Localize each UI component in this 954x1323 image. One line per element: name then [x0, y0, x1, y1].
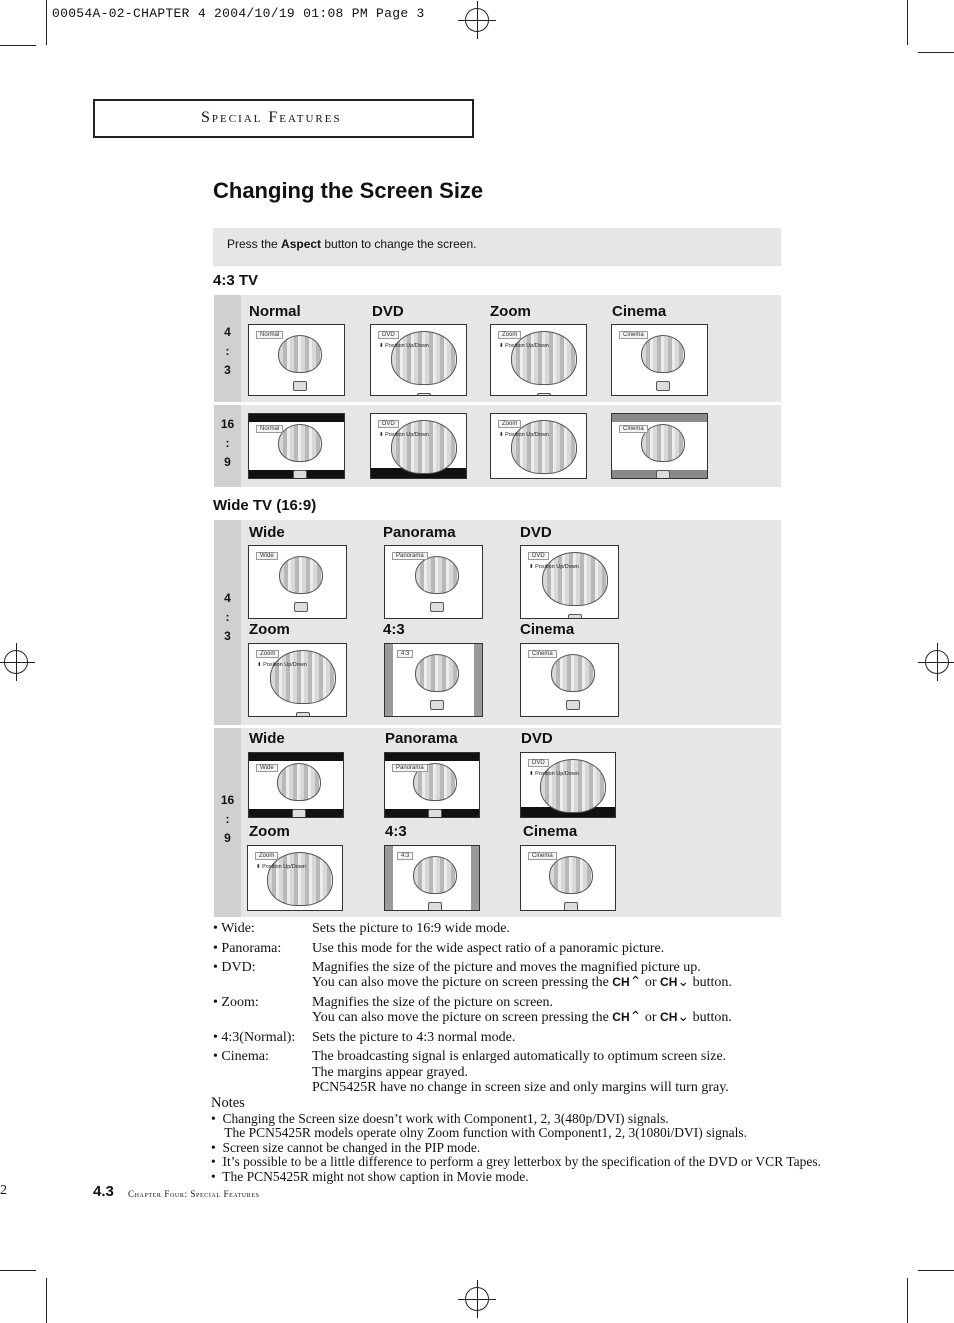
letterbox-bar	[385, 753, 479, 761]
balloon-icon	[511, 331, 577, 385]
position-hint: ⬍ Position Up/Down	[499, 343, 549, 349]
aspect-button-name: Aspect	[281, 237, 322, 251]
or-text: or	[644, 975, 657, 990]
tv-screen-illustration	[490, 413, 587, 479]
mode-label-wide: Wide	[249, 524, 285, 541]
tv-screen-illustration	[248, 545, 347, 619]
note-item: The PCN5425R models operate olny Zoom function with Component1, 2, 3(1080i/DVI) signals.	[211, 1125, 747, 1140]
mode-label-dvd: DVD	[372, 303, 404, 320]
desc-term: • Panorama:	[213, 941, 282, 956]
crop-mark	[46, 1278, 47, 1323]
desc-text: Use this mode for the wide aspect ratio of a panoramic picture.	[312, 941, 665, 956]
basket-icon	[293, 381, 307, 391]
mode-label-4-3: 4:3	[385, 823, 407, 840]
note-item: • It’s possible to be a little difference to perform a grey letterbox by the specification of the DVD or VCR Tapes.	[211, 1154, 821, 1169]
tv-screen-illustration	[490, 324, 587, 396]
side-label: 16	[220, 793, 235, 807]
tv-screen-illustration	[384, 845, 480, 911]
balloon-icon	[278, 335, 322, 373]
tv-screen-illustration	[248, 752, 344, 818]
tv-screen-illustration	[370, 324, 467, 396]
crop-mark	[918, 1270, 954, 1271]
side-label: :	[225, 610, 230, 624]
tv-screen-illustration	[248, 643, 347, 717]
chevron-down-icon: ⌄	[677, 975, 690, 990]
position-hint: ⬍ Position Up/Down	[529, 771, 579, 777]
or-text: or	[644, 1010, 657, 1025]
edge-page-mark: 2	[0, 1183, 7, 1198]
desc-text: Sets the picture to 16:9 wide mode.	[312, 921, 510, 936]
basket-icon	[292, 809, 306, 818]
osd-mode-label: DVD	[528, 552, 549, 560]
basket-icon	[296, 712, 310, 717]
note-item: • The PCN5425R might not show caption in Movie mode.	[211, 1168, 529, 1184]
chevron-up-icon: ⌃	[629, 975, 642, 990]
basket-icon	[656, 381, 670, 391]
basket-icon	[537, 393, 551, 396]
mode-label-zoom: Zoom	[249, 823, 290, 840]
mode-label-normal: Normal	[249, 303, 301, 320]
desc-text-ch	[312, 975, 732, 991]
desc-text-ch	[312, 1010, 732, 1026]
balloon-icon	[540, 759, 606, 813]
osd-mode-label: Wide	[256, 764, 278, 772]
letterbox-bar	[249, 414, 344, 422]
chevron-down-icon: ⌄	[677, 1010, 690, 1025]
notes-heading: Notes	[211, 1095, 245, 1111]
crop-mark	[0, 1270, 36, 1271]
position-hint: ⬍ Position Up/Down	[529, 564, 579, 570]
chevron-up-icon: ⌃	[629, 1010, 642, 1025]
wide-heading: Wide TV (16:9)	[213, 497, 317, 514]
side-label: 4	[224, 325, 231, 339]
side-label: 9	[224, 455, 231, 469]
tv-screen-illustration	[611, 324, 708, 396]
mode-label-zoom: Zoom	[490, 303, 531, 320]
desc-text: Magnifies the size of the picture on screen.	[312, 995, 554, 1010]
aspect-side-tab	[214, 295, 241, 402]
side-label: :	[225, 344, 230, 358]
desc-text: The margins appear grayed.	[312, 1065, 469, 1080]
aspect-side-tab	[214, 405, 241, 487]
position-hint: ⬍ Position Up/Down	[256, 864, 306, 870]
pillarbox-bar	[471, 846, 479, 910]
aspect-side-tab	[214, 520, 241, 725]
crop-mark	[918, 52, 954, 53]
osd-mode-label: DVD	[528, 759, 549, 767]
crop-mark	[907, 1278, 908, 1323]
desc-term: • Cinema:	[213, 1049, 269, 1064]
balloon-icon	[551, 654, 595, 692]
osd-mode-label: Zoom	[256, 650, 279, 658]
mode-label-cinema: Cinema	[523, 823, 578, 840]
osd-mode-label: DVD	[378, 331, 399, 339]
osd-mode-label: 4:3	[397, 852, 413, 860]
note-item: • Changing the Screen size doesn’t work with Component1, 2, 3(480p/DVI) signals.	[211, 1110, 669, 1126]
gray-margin	[612, 414, 707, 422]
basket-icon	[566, 700, 580, 710]
osd-mode-label: Zoom	[498, 331, 521, 339]
registration-mark-icon	[925, 650, 949, 674]
tv-screen-illustration	[520, 845, 616, 911]
side-label: 9	[224, 831, 231, 845]
mode-label-panorama: Panorama	[383, 524, 456, 541]
crop-mark	[46, 0, 47, 45]
basket-icon	[656, 470, 670, 479]
tv-screen-illustration	[370, 413, 467, 479]
mode-label-dvd: DVD	[521, 730, 553, 747]
side-label: 3	[224, 363, 231, 377]
balloon-icon	[391, 331, 457, 385]
desc-term: • 4:3(Normal):	[213, 1030, 296, 1045]
desc-term: • Wide:	[213, 921, 255, 936]
mode-label-zoom: Zoom	[249, 621, 290, 638]
balloon-icon	[278, 424, 322, 462]
side-label: 4	[224, 591, 231, 605]
osd-mode-label: Wide	[256, 552, 278, 560]
balloon-icon	[391, 420, 457, 474]
ch-down-button-label: CH	[660, 1010, 678, 1024]
balloon-icon	[511, 420, 577, 474]
osd-mode-label: Panorama	[392, 552, 428, 560]
desc-text: PCN5425R have no change in screen size and only margins will turn gray.	[312, 1080, 729, 1095]
ch-up-button-label: CH	[612, 975, 630, 989]
osd-mode-label: Zoom	[255, 852, 278, 860]
basket-icon	[417, 393, 431, 396]
button-suffix: button.	[692, 975, 732, 990]
osd-mode-label: Normal	[256, 331, 283, 339]
position-hint: ⬍ Position Up/Down	[499, 432, 549, 438]
tv-screen-illustration	[248, 413, 345, 479]
tv43-heading: 4:3 TV	[213, 272, 259, 289]
instruction-box	[213, 228, 781, 266]
basket-icon	[430, 602, 444, 612]
mode-label-wide: Wide	[249, 730, 285, 747]
print-header: 00054A-02-CHAPTER 4 2004/10/19 01:08 PM Page 3	[52, 6, 425, 21]
mode-label-panorama: Panorama	[385, 730, 458, 747]
section-title: Special Features	[201, 109, 342, 126]
tv-screen-illustration	[520, 643, 619, 717]
instruction-text: button to change the screen.	[321, 237, 477, 251]
basket-icon	[428, 902, 442, 911]
tv-screen-illustration	[247, 845, 343, 911]
letterbox-bar	[249, 753, 343, 761]
crop-mark	[0, 45, 36, 46]
balloon-icon	[549, 856, 593, 894]
aspect-side-tab	[214, 728, 241, 917]
desc-text: You can also move the picture on screen pressing the	[312, 1010, 609, 1025]
tv-screen-illustration	[384, 752, 480, 818]
side-label: :	[225, 812, 230, 826]
desc-term: • DVD:	[213, 960, 256, 975]
balloon-icon	[277, 763, 321, 801]
balloon-icon	[279, 556, 323, 594]
instruction-text: Press the	[227, 237, 282, 251]
pillarbox-bar	[385, 846, 393, 910]
basket-icon	[428, 809, 442, 818]
balloon-icon	[270, 650, 336, 704]
footer-chapter: Chapter Four: Special Features	[128, 1189, 260, 1199]
ch-down-button-label: CH	[660, 975, 678, 989]
balloon-icon	[641, 335, 685, 373]
balloon-icon	[542, 552, 608, 606]
button-suffix: button.	[692, 1010, 732, 1025]
pillarbox-bar	[385, 644, 393, 716]
basket-icon	[430, 700, 444, 710]
ch-up-button-label: CH	[612, 1010, 630, 1024]
basket-icon	[293, 470, 307, 479]
registration-mark-icon	[4, 650, 28, 674]
basket-icon	[568, 614, 582, 619]
desc-term: • Zoom:	[213, 995, 259, 1010]
osd-mode-label: Panorama	[392, 764, 428, 772]
position-hint: ⬍ Position Up/Down	[379, 432, 429, 438]
side-label: 3	[224, 629, 231, 643]
registration-mark-icon	[465, 1287, 489, 1311]
osd-mode-label: Cinema	[528, 852, 557, 860]
osd-mode-label: Cinema	[619, 331, 648, 339]
osd-mode-label: Cinema	[528, 650, 557, 658]
osd-mode-label: Normal	[256, 425, 283, 433]
mode-label-cinema: Cinema	[612, 303, 667, 320]
tv-screen-illustration	[520, 545, 619, 619]
section-header	[93, 99, 474, 138]
tv-screen-illustration	[384, 643, 483, 717]
desc-text: Sets the picture to 4:3 normal mode.	[312, 1030, 516, 1045]
side-label: 16	[220, 417, 235, 431]
desc-text: You can also move the picture on screen pressing the	[312, 975, 609, 990]
mode-label-4-3: 4:3	[383, 621, 405, 638]
mode-descriptions	[213, 921, 813, 1096]
side-label: :	[225, 436, 230, 450]
notes	[211, 1096, 901, 1184]
tv-screen-illustration	[248, 324, 345, 396]
balloon-icon	[415, 654, 459, 692]
note-item: • Screen size cannot be changed in the PIP mode.	[211, 1139, 481, 1155]
balloon-icon	[415, 556, 459, 594]
registration-mark-icon	[465, 8, 489, 32]
osd-mode-label: Zoom	[498, 420, 521, 428]
desc-text: Magnifies the size of the picture and moves the magnified picture up.	[312, 960, 701, 975]
position-hint: ⬍ Position Up/Down	[257, 662, 307, 668]
osd-mode-label: 4:3	[397, 650, 413, 658]
tv-screen-illustration	[384, 545, 483, 619]
tv-screen-illustration	[611, 413, 708, 479]
osd-mode-label: Cinema	[619, 425, 648, 433]
mode-label-cinema: Cinema	[520, 621, 575, 638]
tv-screen-illustration	[520, 752, 616, 818]
osd-mode-label: DVD	[378, 420, 399, 428]
page-title: Changing the Screen Size	[213, 178, 484, 203]
mode-label-dvd: DVD	[520, 524, 552, 541]
basket-icon	[294, 602, 308, 612]
position-hint: ⬍ Position Up/Down	[379, 343, 429, 349]
balloon-icon	[267, 852, 333, 906]
pillarbox-bar	[474, 644, 482, 716]
basket-icon	[564, 902, 578, 911]
page-number: 4.3	[93, 1183, 114, 1200]
balloon-icon	[413, 856, 457, 894]
crop-mark	[907, 0, 908, 45]
desc-text: The broadcasting signal is enlarged automatically to optimum screen size.	[312, 1049, 727, 1064]
